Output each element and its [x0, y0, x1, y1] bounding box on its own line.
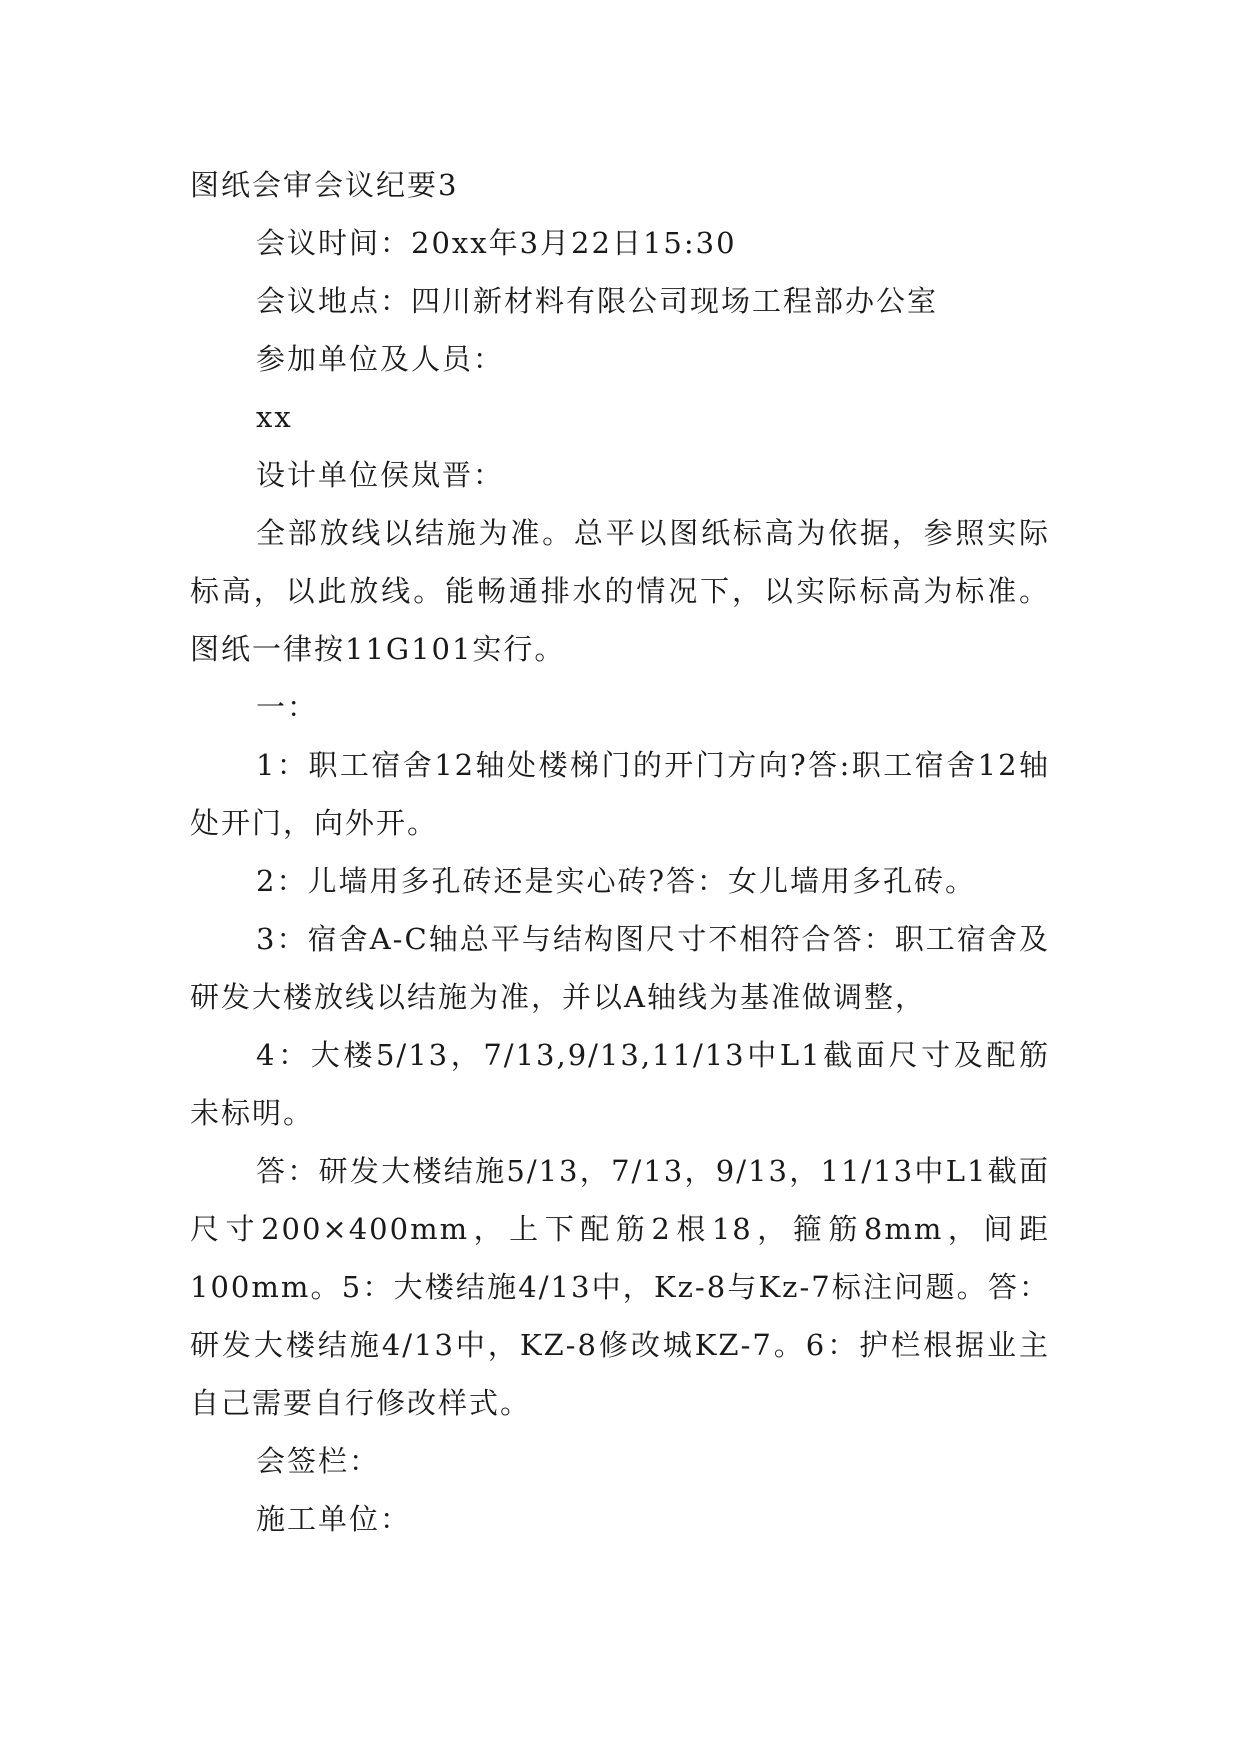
item-1: 1：职工宿舍12轴处楼梯门的开门方向?答:职工宿舍12轴处开门，向外开。 [190, 748, 1050, 840]
meeting-time: 会议时间：20xx年3月22日15:30 [256, 226, 737, 260]
meeting-location: 会议地点：四川新材料有限公司现场工程部办公室 [256, 284, 939, 318]
signature-heading: 会签栏： [256, 1444, 381, 1478]
general-instruction: 全部放线以结施为准。总平以图纸标高为依据，参照实际标高，以此放线。能畅通排水的情况下，以实际标高为标准。图纸一律按11G101实行。 [190, 516, 1050, 666]
document-title: 图纸会审会议纪要3 [190, 168, 459, 202]
document-page [190, 156, 1050, 1548]
item-3: 3：宿舍A-C轴总平与结构图尺寸不相符合答：职工宿舍及研发大楼放线以结施为准，并以A轴线为基准做调整， [190, 922, 1050, 1014]
item-2: 2：儿墙用多孔砖还是实心砖?答：女儿墙用多孔砖。 [256, 864, 976, 898]
attendees-heading: 参加单位及人员： [256, 342, 505, 376]
design-unit-heading: 设计单位侯岚晋： [256, 458, 505, 492]
attendees-list: xx [256, 400, 293, 434]
item-4-answer: 答：研发大楼结施5/13，7/13，9/13，11/13中L1截面尺寸200×400mm，上下配筋2根18，箍筋8mm，间距100mm。5：大楼结施4/13中，Kz-8与Kz-7标注问题。答：研发大楼结施4/13中，KZ-8修改城KZ-7。6：护栏根据业主自己需要自行修改样式。 [190, 1154, 1050, 1420]
construction-unit: 施工单位： [256, 1502, 412, 1536]
section-one-heading: 一： [256, 690, 319, 724]
item-4: 4：大楼5/13，7/13,9/13,11/13中L1截面尺寸及配筋未标明。 [190, 1038, 1050, 1130]
